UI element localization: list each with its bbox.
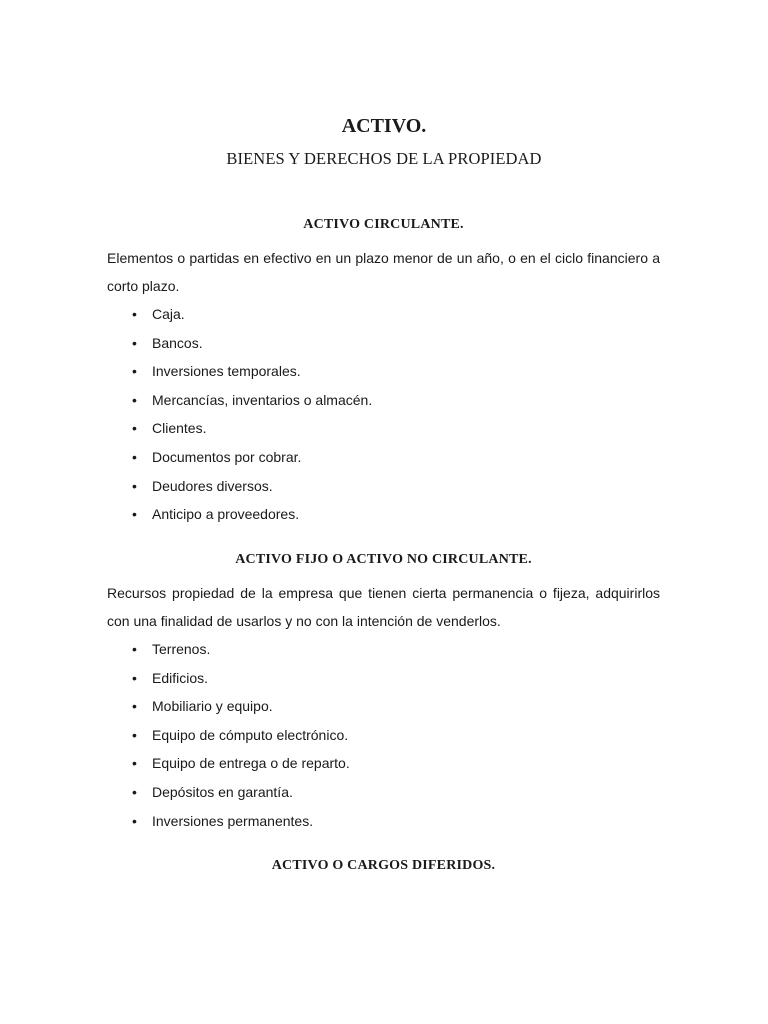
section-paragraph: Recursos propiedad de la empresa que tienen cierta permanencia o fijeza, adquirirlos con una finalidad de usarlos y no con la intención de venderlos. bbox=[107, 585, 660, 629]
section-paragraph: Elementos o partidas en efectivo en un plazo menor de un año, o en el ciclo financiero a corto plazo. bbox=[107, 250, 660, 294]
bullet-icon: • bbox=[132, 391, 137, 408]
document-title: ACTIVO. bbox=[341, 115, 427, 137]
section-heading: ACTIVO CIRCULANTE. bbox=[303, 217, 464, 232]
list-item bbox=[107, 357, 660, 386]
list-item bbox=[107, 329, 660, 358]
list-item bbox=[107, 721, 660, 750]
section-cargos-diferidos bbox=[107, 856, 660, 876]
bullet-icon: • bbox=[132, 698, 137, 715]
bullet-list bbox=[107, 300, 660, 529]
bullet-icon: • bbox=[132, 669, 137, 686]
list-item-text: Caja. bbox=[152, 306, 185, 322]
list-item-text: Inversiones temporales. bbox=[152, 363, 301, 380]
bullet-icon: • bbox=[132, 448, 137, 465]
list-item-text: Bancos. bbox=[152, 334, 203, 351]
list-item bbox=[107, 500, 660, 529]
list-item bbox=[107, 749, 660, 778]
bullet-list bbox=[107, 635, 660, 835]
bullet-icon: • bbox=[132, 334, 137, 351]
list-item-text: Clientes. bbox=[152, 420, 207, 437]
document-subtitle: BIENES Y DERECHOS DE LA PROPIEDAD bbox=[226, 149, 542, 168]
list-item bbox=[107, 414, 660, 443]
list-item bbox=[107, 692, 660, 721]
list-item-text: Depósitos en garantía. bbox=[152, 783, 293, 800]
list-item bbox=[107, 300, 660, 329]
bullet-icon: • bbox=[132, 726, 137, 743]
list-item-text: Equipo de cómputo electrónico. bbox=[152, 726, 349, 743]
list-item-text: Mercancías, inventarios o almacén. bbox=[152, 391, 373, 408]
list-item bbox=[107, 664, 660, 693]
bullet-icon: • bbox=[132, 783, 137, 800]
list-item-text: Equipo de entrega o de reparto. bbox=[152, 755, 350, 772]
bullet-icon: • bbox=[132, 755, 137, 772]
bullet-icon: • bbox=[132, 506, 137, 523]
list-item-text: Edificios. bbox=[152, 669, 209, 686]
list-item-text: Mobiliario y equipo. bbox=[152, 698, 273, 715]
section-heading: ACTIVO FIJO O ACTIVO NO CIRCULANTE. bbox=[235, 552, 532, 567]
list-item bbox=[107, 635, 660, 664]
bullet-icon: • bbox=[132, 363, 137, 380]
list-item bbox=[107, 443, 660, 472]
list-item bbox=[107, 778, 660, 807]
section-activo-circulante bbox=[107, 215, 660, 529]
list-item-text: Documentos por cobrar. bbox=[152, 448, 302, 465]
list-item-text: Anticipo a proveedores. bbox=[152, 506, 300, 523]
bullet-icon: • bbox=[132, 306, 137, 322]
bullet-icon: • bbox=[132, 812, 137, 829]
bullet-icon: • bbox=[132, 477, 137, 494]
bullet-icon: • bbox=[132, 420, 137, 437]
list-item-text: Terrenos. bbox=[152, 641, 211, 657]
list-item-text: Deudores diversos. bbox=[152, 477, 273, 494]
section-activo-fijo bbox=[107, 550, 660, 835]
list-item bbox=[107, 807, 660, 836]
section-heading: ACTIVO O CARGOS DIFERIDOS. bbox=[271, 858, 496, 873]
list-item bbox=[107, 386, 660, 415]
bullet-icon: • bbox=[132, 641, 137, 657]
list-item bbox=[107, 472, 660, 501]
list-item-text: Inversiones permanentes. bbox=[152, 812, 314, 829]
